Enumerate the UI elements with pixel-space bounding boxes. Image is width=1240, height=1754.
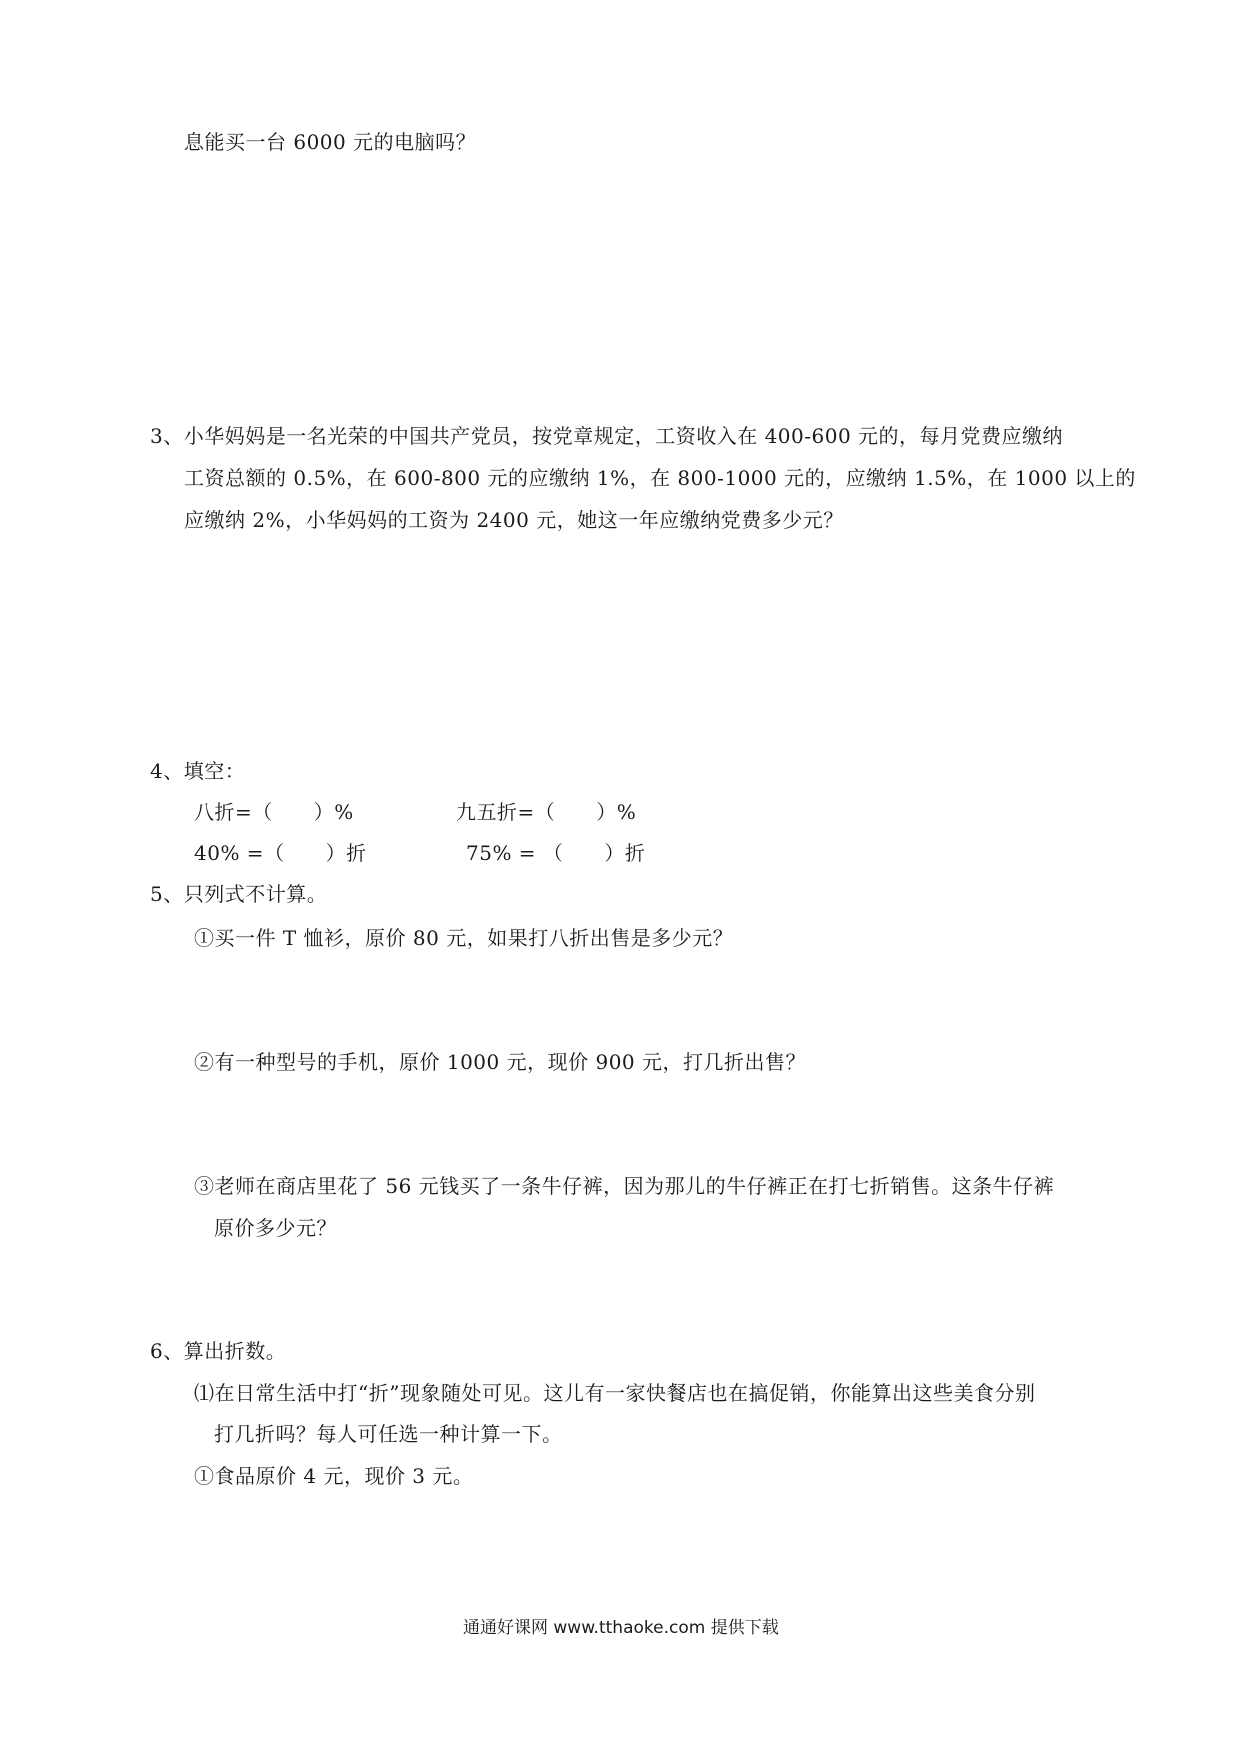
q5-item-2: ②有一种型号的手机，原价 1000 元，现价 900 元，打几折出售？ — [194, 1050, 807, 1074]
q3-line-3: 应缴纳 2%，小华妈妈的工资为 2400 元，她这一年应缴纳党费多少元？ — [184, 508, 844, 532]
q5-item-1: ①买一件 T 恤衫，原价 80 元，如果打八折出售是多少元？ — [194, 926, 734, 950]
q6-line-3: ①食品原价 4 元，现价 3 元。 — [194, 1464, 474, 1488]
q5-title: 5、只列式不计算。 — [150, 882, 328, 906]
q4-item-baz-zhe: 八折=（ ）% — [194, 800, 354, 824]
q4-item-75-percent: 75% = （ ）折 — [466, 841, 646, 865]
q2-tail-text: 息能买一台 6000 元的电脑吗？ — [184, 130, 477, 154]
q3-line-1: 3、小华妈妈是一名光荣的中国共产党员，按党章规定，工资收入在 400-600 元的，每月党费应缴纳 — [150, 424, 1064, 448]
q3-line-2: 工资总额的 0.5%，在 600-800 元的应缴纳 1%，在 800-1000 元的，应缴纳 1.5%，在 1000 以上的 — [184, 466, 1136, 490]
footer-source: 通通好课网 www.tthaoke.com 提供下载 — [463, 1618, 779, 1638]
q6-line-2: 打几折吗？每人可任选一种计算一下。 — [214, 1422, 563, 1446]
q6-line-1: ⑴在日常生活中打“折”现象随处可见。这儿有一家快餐店也在搞促销，你能算出这些美食分别 — [194, 1381, 1036, 1405]
q5-item-3-cont: 原价多少元？ — [214, 1216, 337, 1240]
q6-title: 6、算出折数。 — [150, 1339, 287, 1363]
q4-item-40-percent: 40% =（ ）折 — [194, 841, 367, 865]
q4-item-jiuwu-zhe: 九五折=（ ）% — [456, 800, 637, 824]
q5-item-3: ③老师在商店里花了 56 元钱买了一条牛仔裤，因为那儿的牛仔裤正在打七折销售。这条牛仔裤 — [194, 1174, 1055, 1198]
q4-title: 4、填空： — [150, 759, 246, 783]
